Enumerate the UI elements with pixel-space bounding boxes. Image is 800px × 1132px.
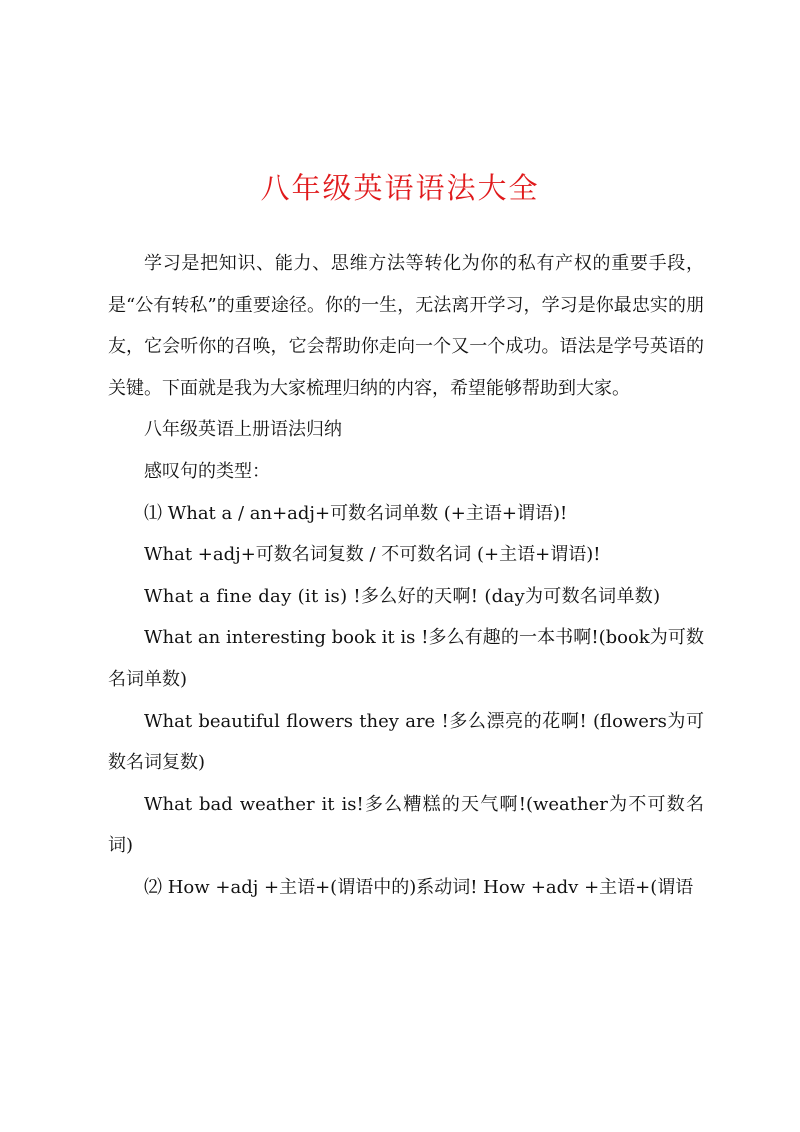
example-sentence: What an interesting book it is !多么有趣的一本书啊!(book为可数名词单数) bbox=[108, 627, 704, 690]
example-sentence: What bad weather it is!多么糟糕的天气啊!(weather为不可数名词) bbox=[108, 793, 704, 857]
pattern-line: What +adj+可数名词复数 / 不可数名词 (+主语+谓语)! bbox=[144, 544, 601, 566]
document-title: 八年级英语语法大全 bbox=[260, 171, 540, 205]
subsection-heading: 感叹句的类型： bbox=[144, 460, 270, 482]
intro-paragraph: 学习是把知识、能力、思维方法等转化为你的私有产权的重要手段，是“公有转私”的重要途径。你的一生，无法离开学习，学习是你最忠实的朋友，它会听你的召唤，它会帮助你走向一个又一个成功。语法是学号英语的关键。下面就是我为大家梳理归纳的内容，希望能够帮助到大家。 bbox=[108, 253, 704, 399]
pattern-line: ⑵ How +adj +主语+(谓语中的)系动词! How +adv +主语+(谓语 bbox=[144, 876, 694, 898]
example-sentence: What beautiful flowers they are !多么漂亮的花啊! (flowers为可数名词复数) bbox=[108, 710, 704, 774]
section-heading: 八年级英语上册语法归纳 bbox=[144, 419, 342, 441]
example-sentence: What a fine day (it is) !多么好的天啊! (day为可数名词单数) bbox=[144, 585, 661, 607]
pattern-line: ⑴ What a / an+adj+可数名词单数 (+主语+谓语)! bbox=[144, 502, 568, 524]
document-body bbox=[108, 243, 704, 909]
